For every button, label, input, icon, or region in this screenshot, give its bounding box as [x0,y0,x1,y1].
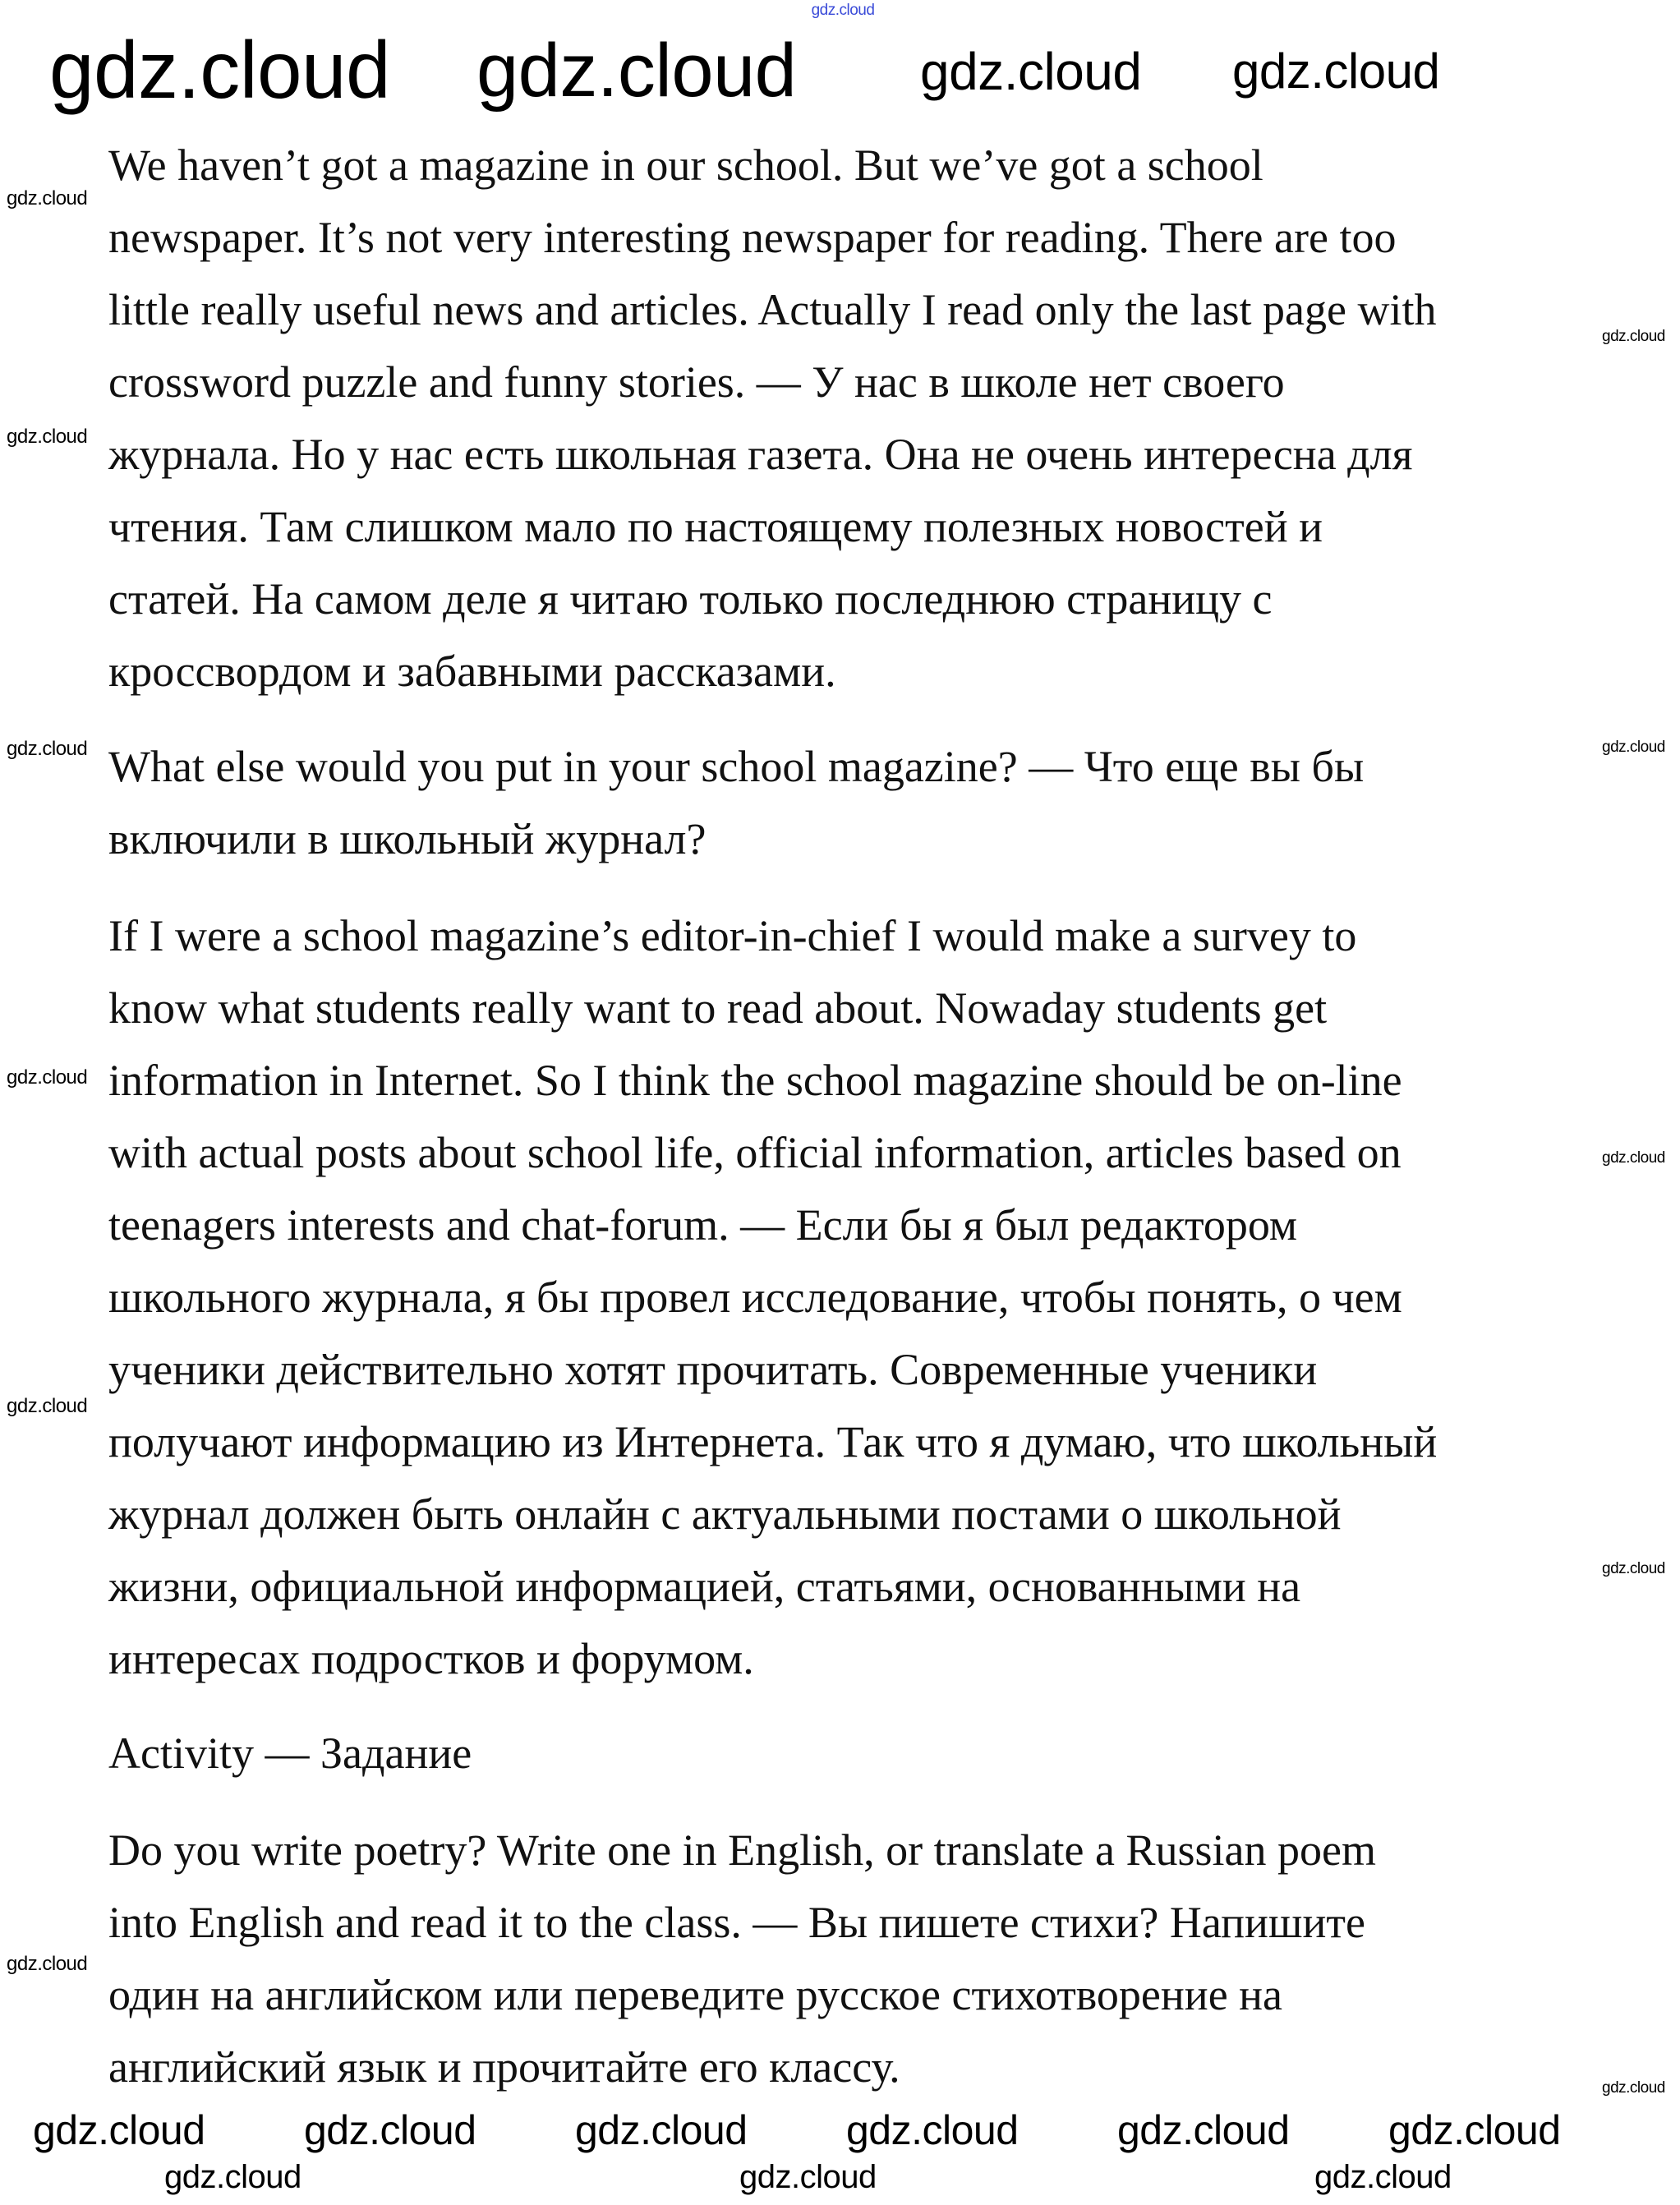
watermark: gdz.cloud [1602,2079,1665,2097]
text-line: получают информацию из Интернета. Так что я думаю, что школьный [108,1417,1438,1466]
text-line: If I were a school magazine’s editor-in-chief I would make a survey to [108,911,1357,960]
text-line: We haven’t got a magazine in our school. But we’ve got a school [108,140,1263,190]
watermark: gdz.cloud [1602,739,1665,756]
text-line: журнал должен быть онлайн с актуальными постами о школьной [108,1489,1342,1539]
text-line: teenagers interests and chat-forum. — Если бы я был редактором [108,1200,1298,1250]
text-line: What else would you put in your school magazine? — Что еще вы бы [108,742,1365,791]
text-line: жизни, официальной информацией, статьями, основанными на [108,1562,1301,1611]
watermark: gdz.cloud [1314,2159,1452,2195]
watermark: gdz.cloud [811,2,875,19]
watermark: gdz.cloud [1602,1560,1665,1577]
text-line: интересах подростков и форумом. [108,1634,754,1683]
watermark: gdz.cloud [164,2159,301,2195]
watermark: gdz.cloud [304,2107,476,2153]
text-line: журнала. Но у нас есть школьная газета. Она не очень интересна для [108,430,1413,479]
paragraph-answer [108,900,1587,1695]
watermark: gdz.cloud [49,25,391,115]
watermark: gdz.cloud [920,42,1142,101]
watermark: gdz.cloud [7,426,88,448]
watermark: gdz.cloud [476,29,797,113]
watermark: gdz.cloud [1117,2107,1290,2153]
paragraph-school-newspaper [108,129,1587,707]
paragraph-activity-task [108,1814,1587,2103]
text-line: information in Internet. So I think the school magazine should be on-line [108,1056,1402,1105]
paragraph-question [108,730,1587,875]
activity-heading [108,1717,1587,1789]
text-line: школьного журнала, я бы провел исследование, чтобы понять, о чем [108,1273,1402,1322]
watermark: gdz.cloud [1232,44,1440,99]
text-line: crossword puzzle and funny stories. — У нас в школе нет своего [108,357,1285,407]
watermark: gdz.cloud [1602,328,1665,345]
text-line: чтения. Там слишком мало по настоящему полезных новостей и [108,502,1323,551]
text-line: Activity — Задание [108,1729,472,1778]
watermark: gdz.cloud [7,1953,88,1975]
text-line: little really useful news and articles. Actually I read only the last page with [108,285,1437,334]
text-line: английский язык и прочитайте его классу. [108,2042,900,2092]
watermark: gdz.cloud [575,2107,748,2153]
text-line: Do you write poetry? Write one in English, or translate a Russian poem [108,1825,1376,1875]
text-line: know what students really want to read about. Nowaday students get [108,983,1328,1033]
watermark: gdz.cloud [7,738,88,760]
text-line: один на английском или переведите русское стихотворение на [108,1970,1283,2019]
watermark: gdz.cloud [7,1066,88,1089]
text-line: включили в школьный журнал? [108,814,707,863]
watermark: gdz.cloud [33,2107,205,2153]
watermark: gdz.cloud [846,2107,1019,2153]
watermark: gdz.cloud [1388,2107,1561,2153]
watermark: gdz.cloud [739,2159,877,2195]
text-line: with actual posts about school life, official information, articles based on [108,1128,1402,1177]
text-line: кроссвордом и забавными рассказами. [108,647,836,696]
watermark: gdz.cloud [7,187,88,209]
text-line: newspaper. It’s not very interesting newspaper for reading. There are too [108,213,1397,262]
watermark: gdz.cloud [1602,1149,1665,1167]
text-line: into English and read it to the class. — Вы пишете стихи? Напишите [108,1898,1365,1947]
text-line: ученики действительно хотят прочитать. Современные ученики [108,1345,1318,1394]
watermark: gdz.cloud [7,1395,88,1417]
text-line: статей. На самом деле я читаю только последнюю страницу с [108,574,1273,624]
